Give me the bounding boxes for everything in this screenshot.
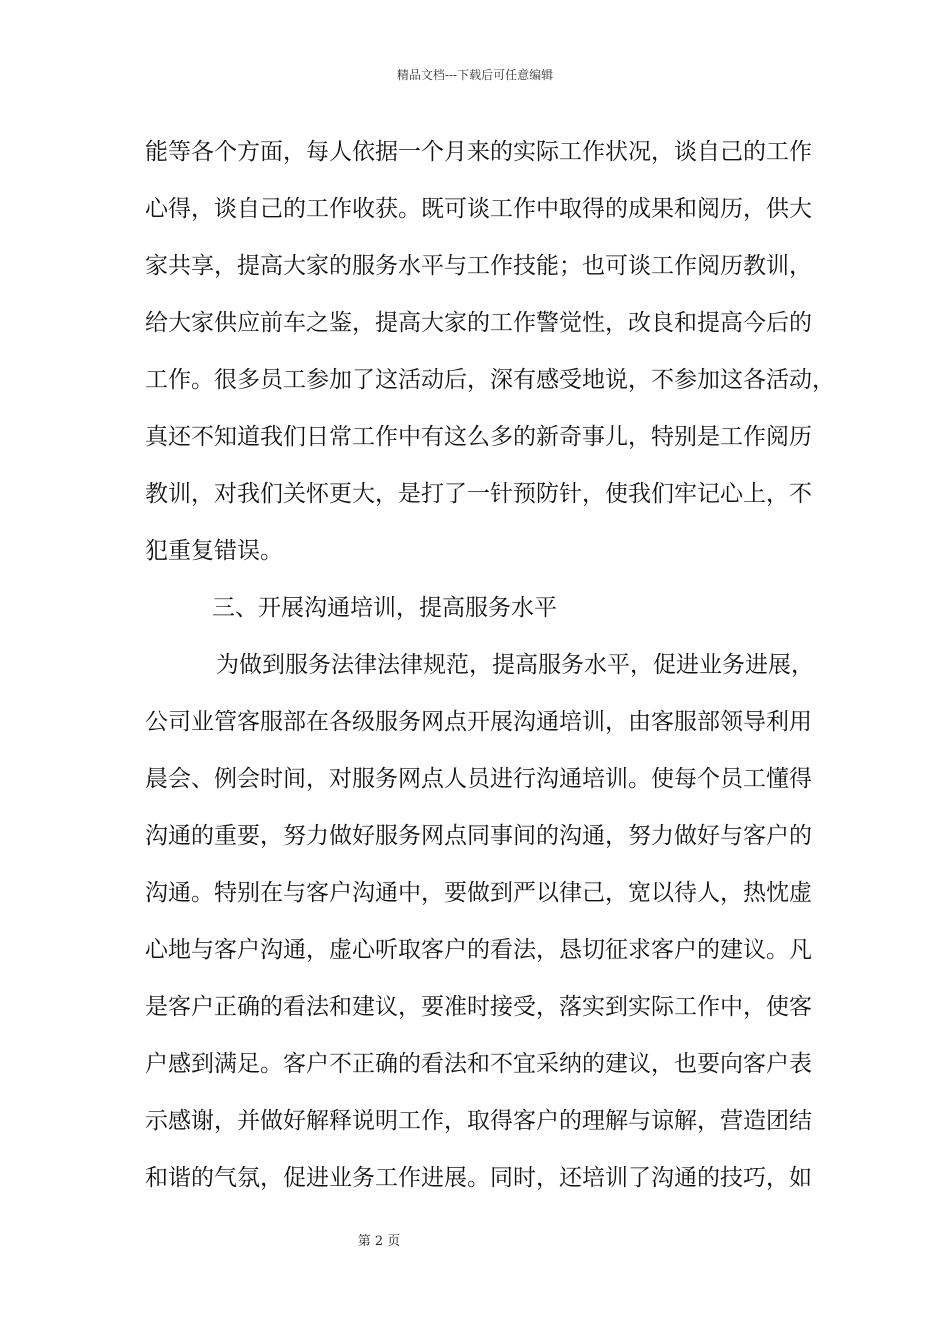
text-line: 沟通。特别在与客户沟通中，要做到严以律己，宽以待人，热忱虚: [145, 880, 812, 906]
text-line: 示感谢，并做好解释说明工作，取得客户的理解与谅解，营造团结: [145, 1108, 812, 1134]
text-line: 公司业管客服部在各级服务网点开展沟通培训，由客服部领导利用: [145, 709, 812, 735]
text-line: 户感到满足。客户不正确的看法和不宜采纳的建议，也要向客户表: [145, 1051, 812, 1077]
text-line: 晨会、例会时间，对服务网点人员进行沟通培训。使每个员工懂得: [145, 766, 812, 792]
text-line: 心地与客户沟通，虚心听取客户的看法，恳切征求客户的建议。凡: [145, 937, 812, 963]
page-number: 第 2 页: [357, 1234, 401, 1249]
text-line: 为做到服务法律法律规范，提高服务水平，促进业务进展，: [216, 652, 814, 678]
page-header: 精品文档---下载后可任意编辑: [396, 68, 554, 82]
text-line: 沟通的重要，努力做好服务网点同事间的沟通，努力做好与客户的: [145, 823, 812, 849]
text-line: 真还不知道我们日常工作中有这么多的新奇事儿，特别是工作阅历: [145, 424, 812, 450]
section-heading: 三、开展沟通培训，提高服务水平: [212, 595, 557, 621]
text-line: 工作。很多员工参加了这活动后，深有感受地说，不参加这各活动，: [145, 367, 835, 393]
text-line: 和谐的气氛，促进业务工作进展。同时，还培训了沟通的技巧，如: [145, 1165, 812, 1191]
text-line: 是客户正确的看法和建议，要准时接受，落实到实际工作中，使客: [145, 994, 812, 1020]
text-line: 犯重复错误。: [145, 538, 283, 564]
text-line: 给大家供应前车之鉴，提高大家的工作警觉性，改良和提高今后的: [145, 310, 812, 336]
text-line: 心得，谈自己的工作收获。既可谈工作中取得的成果和阅历，供大: [145, 196, 812, 222]
text-line: 能等各个方面，每人依据一个月来的实际工作状况，谈自己的工作: [145, 139, 812, 165]
text-line: 教训，对我们关怀更大，是打了一针预防针，使我们牢记心上，不: [145, 481, 812, 507]
text-line: 家共享，提高大家的服务水平与工作技能；也可谈工作阅历教训，: [145, 253, 812, 279]
